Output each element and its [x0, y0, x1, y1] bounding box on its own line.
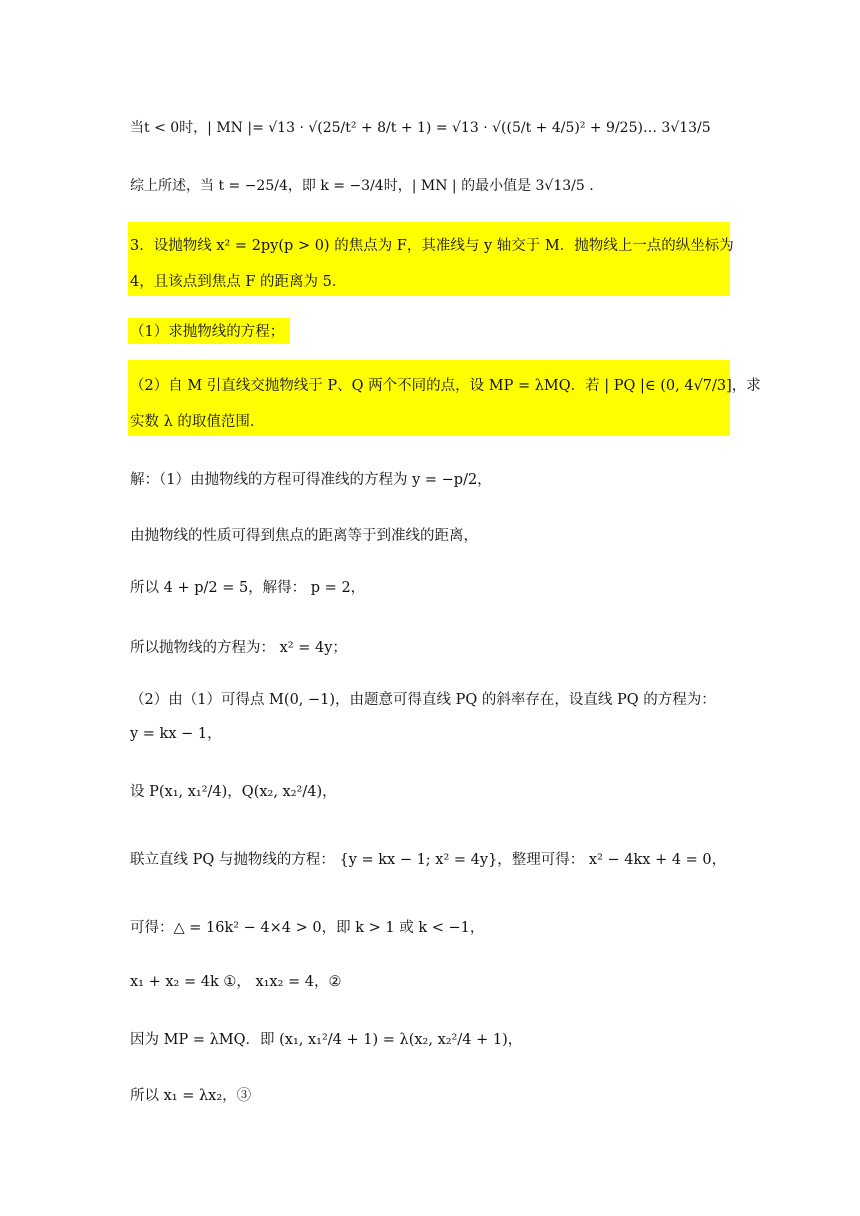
- solution-10: 因为 MP = λMQ．即 (x₁, x₁²/4 + 1) = λ(x₂, x₂²/4 + 1)，: [130, 1032, 523, 1048]
- question-3-part2-line1: （2）自 M 引直线交抛物线于 P、Q 两个不同的点，设 MP = λMQ．若 | PQ |∈ (0, 4√7/3]，求: [130, 378, 761, 394]
- solution-3: 所以 4 + p/2 = 5，解得： p = 2，: [130, 580, 366, 596]
- question-3-part1: （1）求抛物线的方程；: [130, 324, 285, 340]
- solution-11: 所以 x₁ = λx₂，③: [130, 1088, 252, 1104]
- solution-7: 联立直线 PQ 与抛物线的方程： {y = kx − 1; x² = 4y}，整理可得： x² − 4kx + 4 = 0，: [130, 852, 727, 868]
- solution-1: 解：（1）由抛物线的方程可得准线的方程为 y = −p/2，: [130, 472, 492, 488]
- solution-6: 设 P(x₁, x₁²/4)，Q(x₂, x₂²/4)，: [130, 784, 337, 800]
- question-3-line2: 4，且该点到焦点 F 的距离为 5．: [130, 274, 347, 290]
- question-3-part2-line2: 实数 λ 的取值范围．: [130, 414, 265, 430]
- solution-2: 由抛物线的性质可得到焦点的距离等于到准线的距离，: [130, 528, 478, 544]
- solution-9: x₁ + x₂ = 4k ①， x₁x₂ = 4，②: [130, 974, 342, 990]
- solution-4: 所以抛物线的方程为： x² = 4y；: [130, 640, 347, 656]
- solution-5-line2: y = kx − 1，: [130, 726, 222, 742]
- line-summary: 综上所述，当 t = −25/4，即 k = −3/4时，| MN | 的最小值是 3√13/5 .: [130, 178, 594, 194]
- solution-5-line1: （2）由（1）可得点 M(0, −1)，由题意可得直线 PQ 的斜率存在，设直线 PQ 的方程为：: [130, 692, 716, 708]
- solution-8: 可得：△ = 16k² − 4×4 > 0，即 k > 1 或 k < −1，: [130, 920, 485, 936]
- question-3-line1: 3．设抛物线 x² = 2py(p > 0) 的焦点为 F，其准线与 y 轴交于 M．抛物线上一点的纵坐标为: [130, 238, 734, 254]
- line-mn-negative-t: 当t < 0时，| MN |= √13 · √(25/t² + 8/t + 1) = √13 · √((5/t + 4/5)² + 9/25)… 3√13/5: [130, 120, 711, 136]
